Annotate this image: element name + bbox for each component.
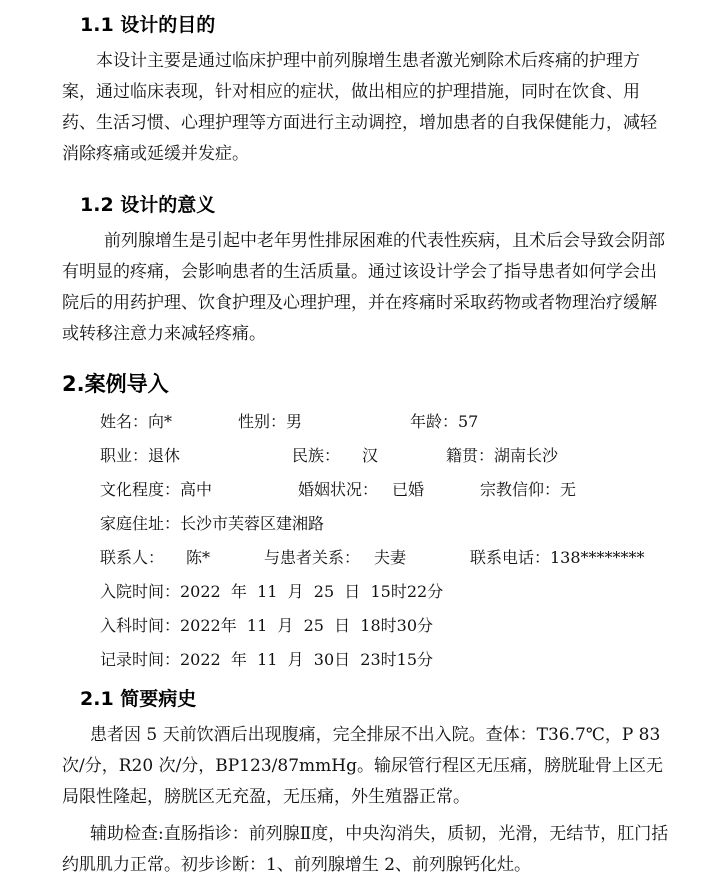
patient-native-place: 籍贯：湖南长沙 xyxy=(446,446,559,465)
patient-gender: 性别：男 xyxy=(238,412,303,431)
patient-name: 姓名：向* xyxy=(100,412,173,431)
contact-label: 联系人： xyxy=(100,548,165,567)
contact-name: 陈* xyxy=(186,548,211,567)
patient-address: 家庭住址：长沙市芙蓉区建湘路 xyxy=(100,514,325,533)
patient-religion: 宗教信仰：无 xyxy=(480,480,577,499)
contact-phone: 联系电话：138******** xyxy=(470,548,645,567)
paragraph-history: 患者因 5 天前饮酒后出现腹痛，完全排尿不出入院。查体：T36.7℃，P 83 次/分，R20 次/分，BP123/87mmHg。输尿管行程区无压痛，膀胱耻骨上区无局限性隆起，膀胱区无充盈，无压痛，外生殖器正常。 xyxy=(62,725,663,807)
admission-time: 入院时间：2022 年 11 月 25 日 15时22分 xyxy=(100,582,444,601)
relation-value: 夫妻 xyxy=(374,548,407,567)
patient-age: 年龄：57 xyxy=(410,412,479,431)
department-entry-time: 入科时间：2022年 11 月 25 日 18时30分 xyxy=(100,616,434,635)
patient-occupation: 职业：退休 xyxy=(100,446,181,465)
patient-marital-label: 婚姻状况： xyxy=(298,480,379,499)
patient-ethnicity: 汉 xyxy=(362,446,379,465)
section-heading-1-2: 1.2 设计的意义 xyxy=(80,194,216,216)
record-time: 记录时间：2022 年 11 月 30日 23时15分 xyxy=(100,650,434,669)
section-heading-1-1: 1.1 设计的目的 xyxy=(80,14,216,36)
relation-label: 与患者关系： xyxy=(264,548,361,567)
patient-education: 文化程度：高中 xyxy=(100,480,213,499)
paragraph-significance: 前列腺增生是引起中老年男性排尿困难的代表性疾病，且术后会导致会阴部有明显的疼痛，会影响患者的生活质量。通过该设计学会了指导患者如何学会出院后的用药护理、饮食护理及心理护理，并在疼痛时采取药物或者物理治疗缓解或转移注意力来减轻疼痛。 xyxy=(62,231,665,344)
patient-marital: 已婚 xyxy=(392,480,425,499)
paragraph-exam: 辅助检查:直肠指诊：前列腺Ⅱ度，中央沟消失，质韧，光滑，无结节，肛门括约肌肌力正常。初步诊断：1、前列腺增生 2、前列腺钙化灶。 xyxy=(62,824,669,875)
section-heading-2: 2.案例导入 xyxy=(62,372,169,396)
patient-ethnicity-label: 民族： xyxy=(292,446,341,465)
section-heading-2-1: 2.1 简要病史 xyxy=(80,688,197,710)
paragraph-purpose: 本设计主要是通过临床护理中前列腺增生患者激光剜除术后疼痛的护理方案，通过临床表现，针对相应的症状，做出相应的护理措施，同时在饮食、用药、生活习惯、心理护理等方面进行主动调控，增加患者的自我保健能力，减轻消除疼痛或延缓并发症。 xyxy=(62,51,657,164)
